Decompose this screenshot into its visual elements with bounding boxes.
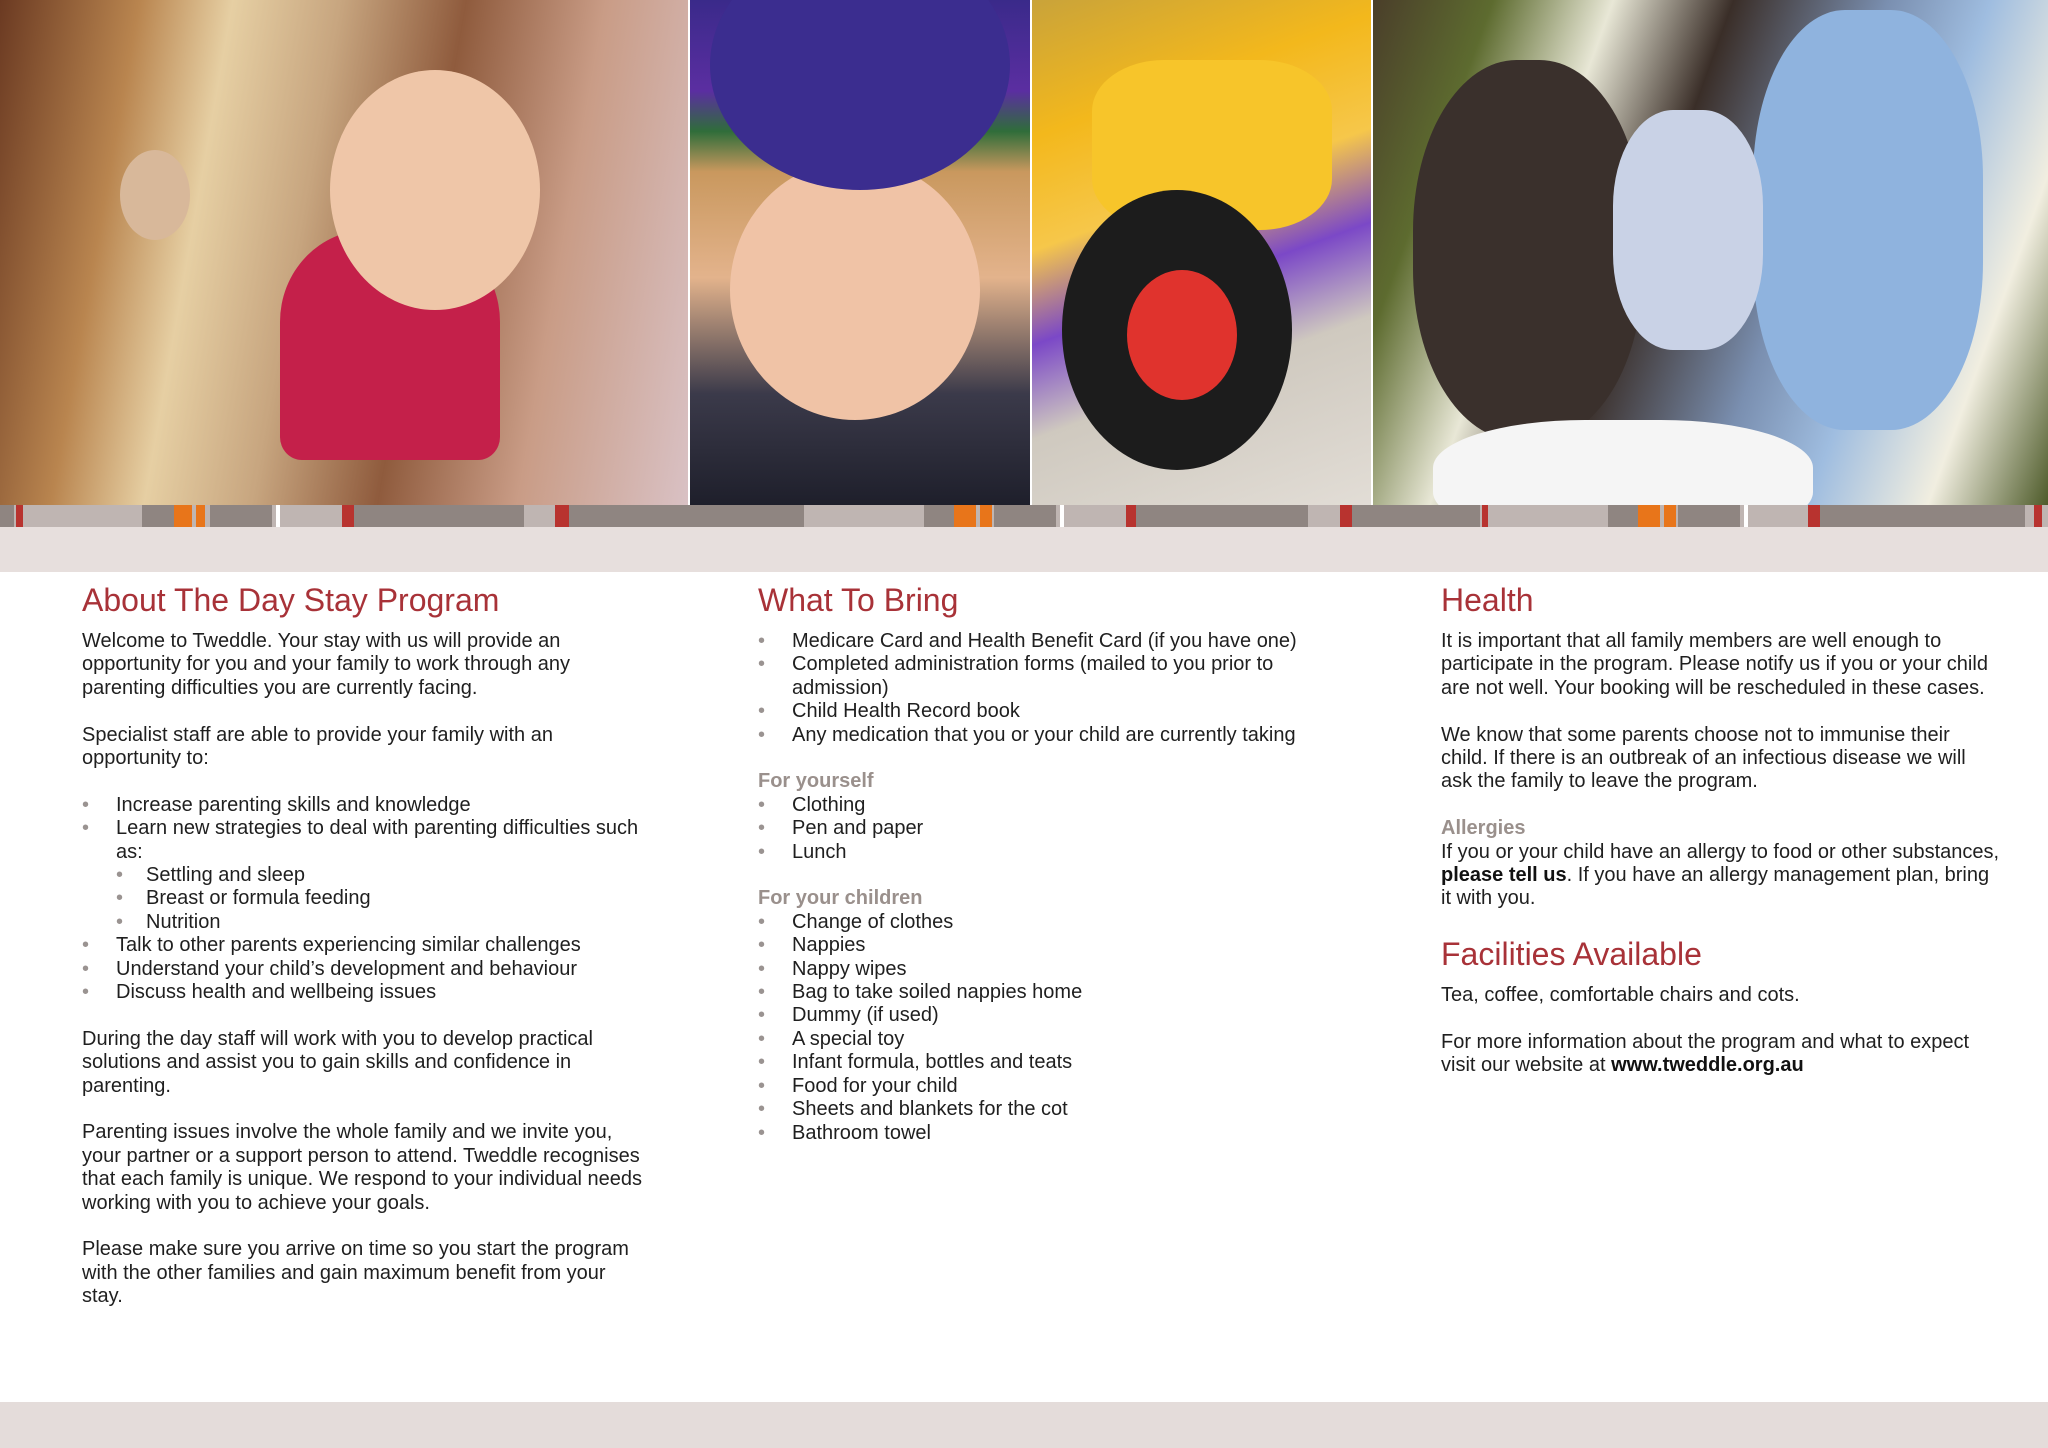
bar-segment bbox=[342, 505, 354, 527]
opportunity-list bbox=[82, 794, 642, 1005]
decorative-color-bar bbox=[0, 505, 2048, 527]
photo-strip bbox=[0, 0, 2048, 505]
please-tell-us-emphasis: please tell us bbox=[1441, 864, 1567, 887]
for-children-heading: For your children bbox=[758, 887, 923, 910]
health-title: Health bbox=[1441, 582, 1534, 618]
baby-face bbox=[730, 160, 980, 420]
bar-segment bbox=[1136, 505, 1308, 527]
girl-face bbox=[330, 70, 540, 310]
bar-segment bbox=[16, 505, 23, 527]
bring-title: What To Bring bbox=[758, 582, 959, 618]
health-column bbox=[1441, 580, 2001, 1101]
list-item: • Child Health Record book bbox=[758, 700, 1318, 723]
list-item: • Any medication that you or your child are currently taking bbox=[758, 724, 1318, 747]
about-family: Parenting issues involve the whole family and we invite you, your partner or a support person to attend. Tweddle recognises that each family is unique. We respond to your individual needs working with you to achieve your goals. bbox=[82, 1121, 642, 1214]
list-item: • Bathroom towel bbox=[758, 1122, 1318, 1145]
tricycle-photo bbox=[1032, 0, 1371, 505]
bar-segment bbox=[1060, 505, 1064, 527]
about-arrive: Please make sure you arrive on time so you start the program with the other families and gain maximum benefit from your stay. bbox=[82, 1238, 629, 1308]
list-item: • Clothing bbox=[758, 794, 1318, 817]
list-item: • Talk to other parents experiencing similar challenges bbox=[82, 934, 642, 957]
bar-segment bbox=[1340, 505, 1352, 527]
facilities-title: Facilities Available bbox=[1441, 936, 1702, 973]
about-column bbox=[82, 580, 642, 1332]
adult-figure bbox=[120, 150, 190, 240]
bar-segment bbox=[142, 505, 174, 527]
list-item: • Understand your child’s development and behaviour bbox=[82, 958, 642, 981]
list-item: • Medicare Card and Health Benefit Card (if you have one) bbox=[758, 630, 1318, 653]
father-figure bbox=[1753, 10, 1983, 430]
list-item: • Pen and paper bbox=[758, 817, 1318, 840]
bar-segment bbox=[1608, 505, 1638, 527]
about-specialist: Specialist staff are able to provide your family with an opportunity to: bbox=[82, 723, 553, 770]
list-item: • Lunch bbox=[758, 841, 1318, 864]
bar-segment bbox=[980, 505, 992, 527]
bar-segment bbox=[174, 505, 192, 527]
allergies-text-start: If you or your child have an allergy to food or other substances, bbox=[1441, 840, 2000, 863]
baby-figure bbox=[1613, 110, 1763, 350]
list-item: • Dummy (if used) bbox=[758, 1004, 1318, 1027]
bar-segment bbox=[1678, 505, 1740, 527]
sublist-item: • Nutrition bbox=[116, 911, 642, 934]
beanie-hat bbox=[710, 0, 1010, 190]
baby-in-beanie-photo bbox=[690, 0, 1030, 505]
white-pants bbox=[1433, 420, 1813, 505]
footer-band bbox=[0, 1402, 2048, 1448]
list-item: • Discuss health and wellbeing issues bbox=[82, 981, 642, 1004]
bar-segment bbox=[354, 505, 524, 527]
allergies-text-end: . If you have an allergy management plan, bring it with you. bbox=[1441, 864, 1990, 910]
health-immunise: We know that some parents choose not to immunise their child. If there is an outbreak of an infectious disease we will ask the family to leave the program. bbox=[1441, 723, 1966, 793]
tricycle-hub bbox=[1127, 270, 1237, 400]
list-item: • Nappy wipes bbox=[758, 958, 1318, 981]
list-item: • Change of clothes bbox=[758, 911, 1318, 934]
bring-column bbox=[758, 580, 1318, 1168]
bar-segment bbox=[555, 505, 569, 527]
about-day-staff: During the day staff will work with you to develop practical solutions and assist you to gain skills and confidence in parenting. bbox=[82, 1027, 593, 1097]
bar-segment bbox=[196, 505, 205, 527]
about-title: About The Day Stay Program bbox=[82, 582, 500, 618]
bar-segment bbox=[2034, 505, 2042, 527]
allergies-heading: Allergies bbox=[1441, 817, 1526, 840]
bar-segment bbox=[210, 505, 272, 527]
list-item: • Nappies bbox=[758, 934, 1318, 957]
bar-segment bbox=[994, 505, 1056, 527]
bar-segment bbox=[1808, 505, 1820, 527]
sublist-item: • Breast or formula feeding bbox=[116, 887, 642, 910]
bar-segment bbox=[1482, 505, 1488, 527]
header-band bbox=[0, 527, 2048, 572]
list-item: • Food for your child bbox=[758, 1075, 1318, 1098]
list-item: • A special toy bbox=[758, 1028, 1318, 1051]
about-intro: Welcome to Tweddle. Your stay with us will provide an opportunity for you and your family to work through any parenting difficulties you are currently facing. bbox=[82, 630, 571, 699]
health-wellness: It is important that all family members are well enough to participate in the program. Please notify us if you or your child are not well. Your booking will be rescheduled in these cases. bbox=[1441, 630, 1988, 699]
list-item: • Completed administration forms (mailed to you prior to admission) bbox=[758, 653, 1318, 700]
bar-segment bbox=[569, 505, 804, 527]
facilities-list-text: Tea, coffee, comfortable chairs and cots. bbox=[1441, 984, 1800, 1007]
website-link[interactable]: www.tweddle.org.au bbox=[1611, 1054, 1804, 1077]
list-item bbox=[82, 817, 642, 934]
bar-segment bbox=[1126, 505, 1136, 527]
allergies-text bbox=[1441, 841, 2001, 911]
difficulties-sublist bbox=[116, 864, 642, 934]
yourself-list bbox=[758, 794, 1318, 864]
bar-segment bbox=[924, 505, 954, 527]
list-item: • Infant formula, bottles and teats bbox=[758, 1051, 1318, 1074]
list-item: • Increase parenting skills and knowledge bbox=[82, 794, 642, 817]
girl-with-scarf-photo bbox=[0, 0, 688, 505]
bar-segment bbox=[1820, 505, 2025, 527]
bar-segment bbox=[276, 505, 280, 527]
list-item: • Sheets and blankets for the cot bbox=[758, 1098, 1318, 1121]
more-info-text bbox=[1441, 1031, 2001, 1078]
list-item: • Bag to take soiled nappies home bbox=[758, 981, 1318, 1004]
family-on-bench-photo bbox=[1373, 0, 2048, 505]
list-item-text: Learn new strategies to deal with parenting difficulties such as: bbox=[116, 817, 639, 863]
for-yourself-heading: For yourself bbox=[758, 770, 874, 793]
bring-list bbox=[758, 630, 1318, 747]
bar-segment bbox=[1638, 505, 1660, 527]
sublist-item: • Settling and sleep bbox=[116, 864, 642, 887]
bar-segment bbox=[1744, 505, 1748, 527]
bar-segment bbox=[954, 505, 976, 527]
bar-segment bbox=[1352, 505, 1480, 527]
mother-figure bbox=[1413, 60, 1643, 440]
more-info-lead: For more information about the program and what to expect visit our website at bbox=[1441, 1031, 1970, 1077]
children-list bbox=[758, 911, 1318, 1145]
bar-segment bbox=[0, 505, 14, 527]
bar-segment bbox=[1664, 505, 1676, 527]
